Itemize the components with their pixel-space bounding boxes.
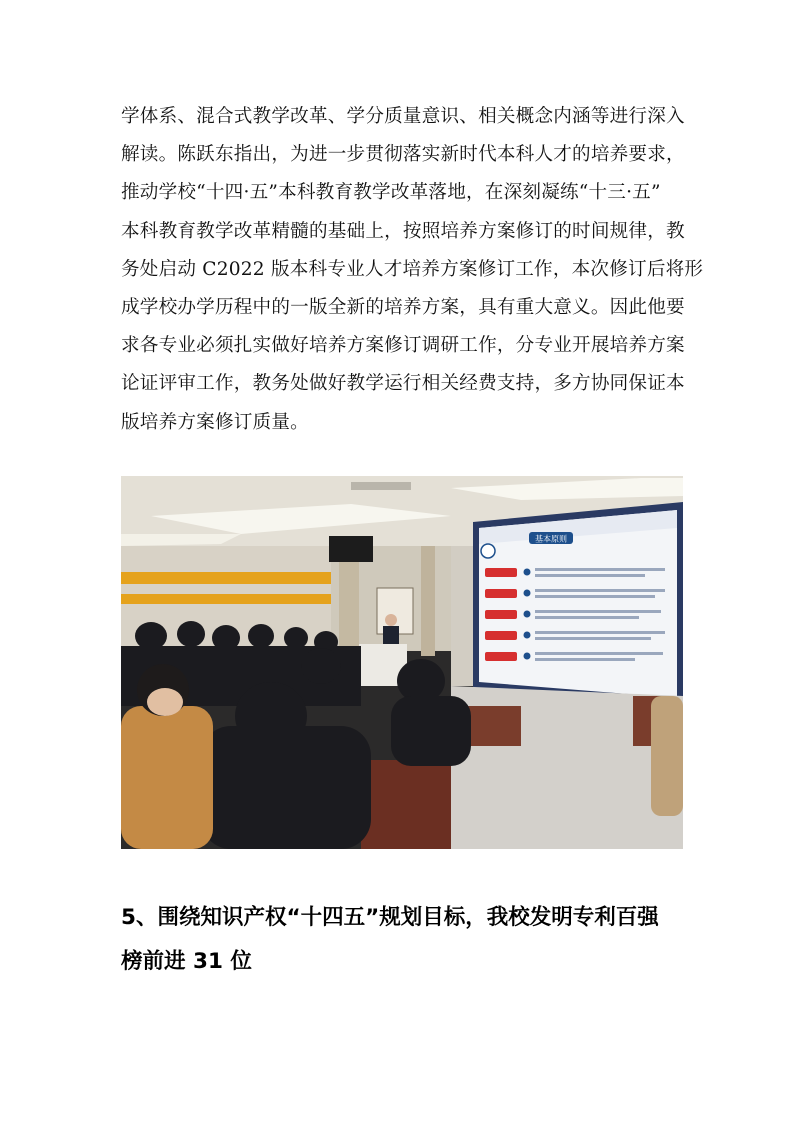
paragraph-line: 务处启动 C2022 版本科专业人才培养方案修订工作，本次修订后将形 (121, 258, 704, 280)
body-paragraph (121, 98, 704, 442)
projection-screen (473, 502, 683, 706)
lecture-hall-photo (121, 476, 683, 849)
screen-title: 基本原则 (535, 534, 567, 544)
paragraph-line: 解读。陈跃东指出，为进一步贯彻落实新时代本科人才的培养要求， (121, 144, 685, 166)
paragraph-line: 本科教育教学改革精髓的基础上，按照培养方案修订的时间规律，教 (121, 220, 685, 242)
paragraph-line: 推动学校“十四·五”本科教育教学改革落地，在深刻凝练“十三·五” (121, 182, 661, 204)
paragraph-line: 学体系、混合式教学改革、学分质量意识、相关概念内涵等进行深入 (121, 106, 685, 127)
heading-line: 5、围绕知识产权“十四五”规划目标，我校发明专利百强 (121, 905, 659, 930)
heading-line: 榜前进 31 位 (121, 949, 252, 974)
section-heading (121, 896, 701, 984)
paragraph-line: 成学校办学历程中的一版全新的培养方案，具有重大意义。因此他要 (121, 297, 685, 319)
paragraph-line: 版培养方案修订质量。 (121, 411, 309, 433)
paragraph-line: 论证评审工作，教务处做好教学运行相关经费支持，多方协同保证本 (121, 373, 685, 395)
paragraph-line: 求各专业必须扎实做好培养方案修订调研工作，分专业开展培养方案 (121, 335, 685, 357)
